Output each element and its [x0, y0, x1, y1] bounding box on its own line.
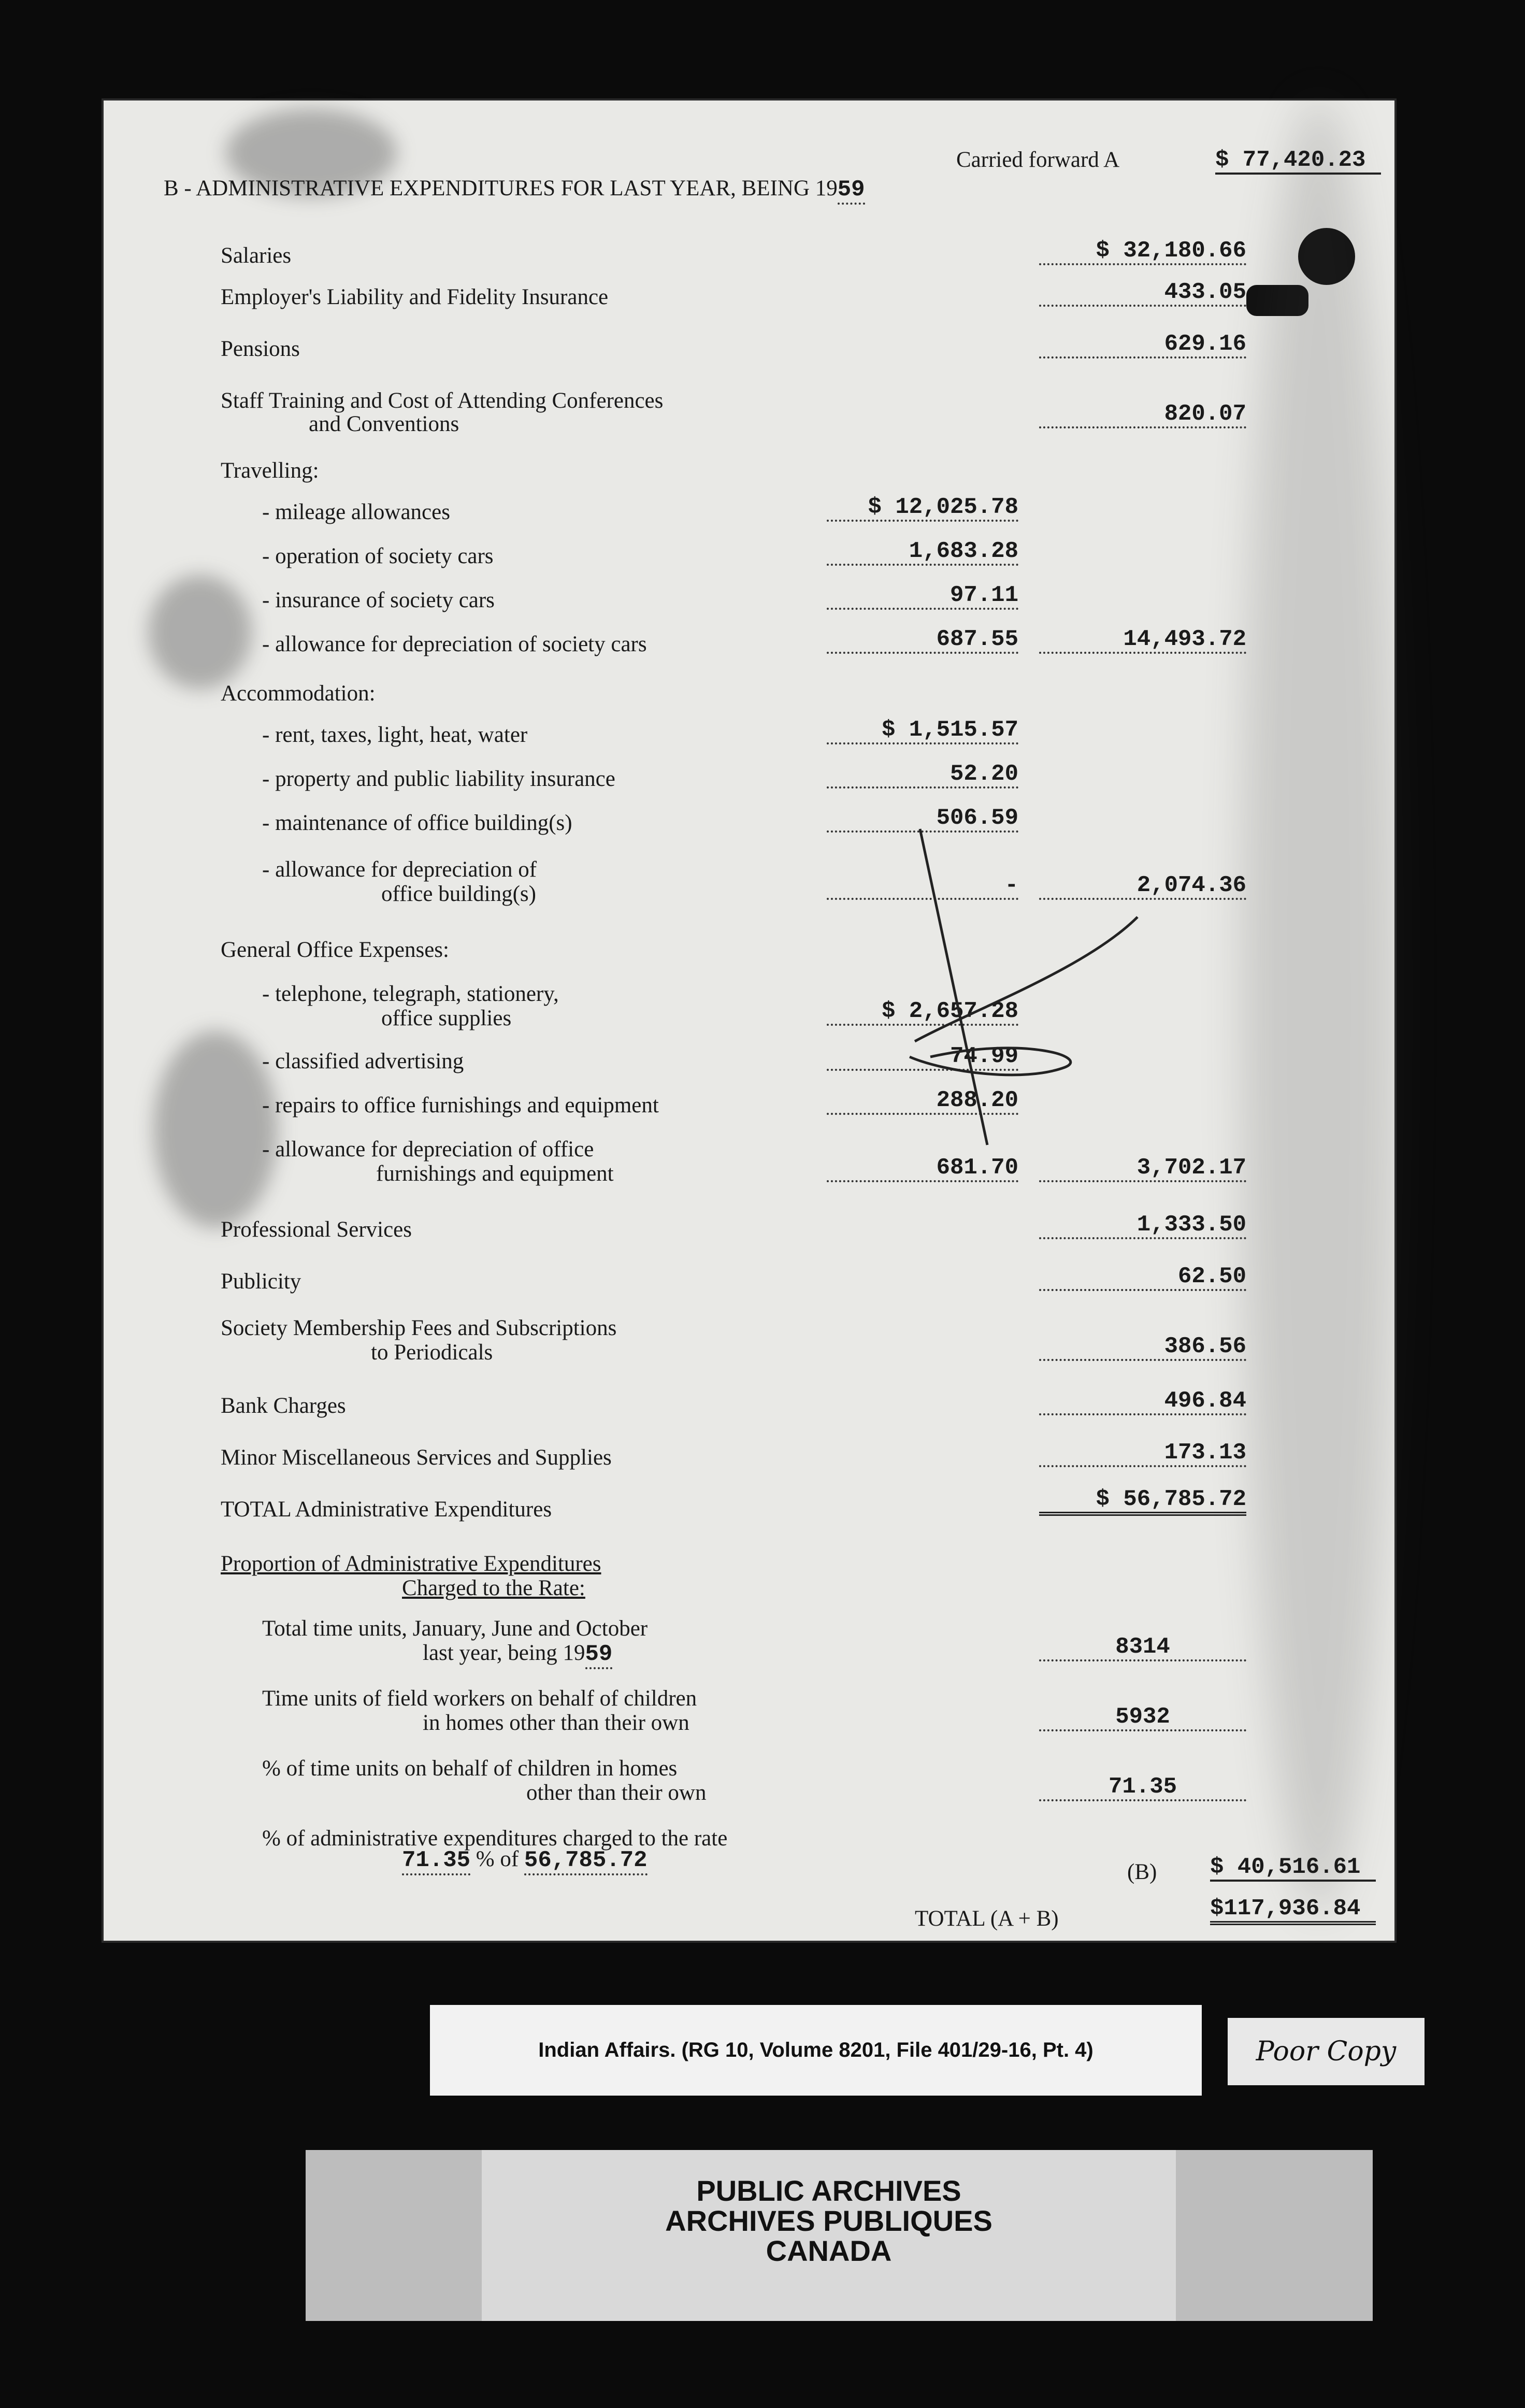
pct-units-value: 71.35	[1039, 1774, 1246, 1801]
accom-maintenance-label: - maintenance of office building(s)	[262, 811, 572, 835]
employers-liability-value: 433.05	[1039, 280, 1246, 307]
general-office-heading: General Office Expenses:	[221, 938, 449, 962]
minor-misc-value: 173.13	[1039, 1440, 1246, 1467]
carried-forward-value: $ 77,420.23	[1215, 148, 1381, 175]
total-units-value: 8314	[1039, 1635, 1246, 1661]
accom-total: 2,074.36	[1039, 873, 1246, 900]
membership-value: 386.56	[1039, 1334, 1246, 1361]
travel-operation-label: - operation of society cars	[262, 544, 494, 568]
bank-charges-label: Bank Charges	[221, 1394, 346, 1418]
charged-base: 56,785.72	[524, 1847, 648, 1875]
archive-stamp-center	[482, 2150, 1176, 2321]
total-units-year: 59	[585, 1641, 613, 1669]
office-repairs-amount: 288.20	[827, 1088, 1018, 1115]
field-units-label-2: in homes other than their own	[423, 1711, 689, 1735]
stamp-line-2: ARCHIVES PUBLIQUES	[665, 2204, 992, 2237]
archive-stamp	[306, 2150, 1373, 2321]
office-classified-amount: 74.99	[827, 1044, 1018, 1071]
poor-copy-note: Poor Copy	[1228, 2018, 1425, 2085]
section-year: 59	[838, 177, 865, 205]
carried-forward-label: Carried forward A	[956, 148, 1120, 172]
handwritten-scribble	[868, 813, 1179, 1176]
total-admin-label: TOTAL Administrative Expenditures	[221, 1497, 552, 1522]
total-admin-value: $ 56,785.72	[1039, 1487, 1246, 1516]
travel-mileage-amount: $ 12,025.78	[827, 495, 1018, 522]
minor-misc-label: Minor Miscellaneous Services and Supplies	[221, 1445, 612, 1470]
section-title: B - ADMINISTRATIVE EXPENDITURES FOR LAST YEAR, BEING 1959	[164, 176, 865, 202]
archive-reference-label: Indian Affairs. (RG 10, Volume 8201, File 401/29-16, Pt. 4)	[430, 2005, 1202, 2096]
field-units-label: Time units of field workers on behalf of children	[262, 1686, 697, 1711]
total-ab-label: TOTAL (A + B)	[915, 1907, 1059, 1931]
staff-training-value: 820.07	[1039, 402, 1246, 428]
publicity-label: Publicity	[221, 1269, 301, 1294]
water-stain	[153, 1031, 278, 1228]
total-units-label-2: last year, being 1959	[423, 1641, 612, 1667]
b-label: (B)	[1127, 1860, 1157, 1884]
total-ab-value: $117,936.84	[1210, 1896, 1376, 1925]
office-classified-label: - classified advertising	[262, 1049, 464, 1073]
office-repairs-label: - repairs to office furnishings and equipment	[262, 1093, 659, 1117]
travel-depreciation-label: - allowance for depreciation of society cars	[262, 632, 647, 656]
office-depreciation-amount: 681.70	[827, 1155, 1018, 1182]
travelling-heading: Travelling:	[221, 458, 319, 483]
b-value: $ 40,516.61	[1210, 1855, 1376, 1882]
charged-label: % of administrative expenditures charged to the rate	[262, 1826, 728, 1851]
travel-operation-amount: 1,683.28	[827, 539, 1018, 566]
accom-insurance-label: - property and public liability insurance	[262, 767, 615, 791]
membership-label: Society Membership Fees and Subscriptions	[221, 1316, 617, 1340]
stamp-line-1: PUBLIC ARCHIVES	[696, 2174, 961, 2207]
pensions-label: Pensions	[221, 337, 300, 361]
travel-depreciation-amount: 687.55	[827, 627, 1018, 654]
pensions-value: 629.16	[1039, 332, 1246, 359]
salaries-value: $ 32,180.66	[1039, 238, 1246, 265]
accom-depreciation-label-2: office building(s)	[381, 882, 536, 906]
accom-depreciation-label: - allowance for depreciation of	[262, 857, 537, 882]
water-stain	[148, 575, 252, 689]
salaries-label: Salaries	[221, 243, 292, 268]
professional-services-label: Professional Services	[221, 1217, 412, 1242]
travel-insurance-label: - insurance of society cars	[262, 588, 495, 612]
publicity-value: 62.50	[1039, 1264, 1246, 1291]
accommodation-heading: Accommodation:	[221, 681, 376, 706]
accom-insurance-amount: 52.20	[827, 762, 1018, 789]
pct-units-label: % of time units on behalf of children in homes	[262, 1756, 678, 1781]
accom-rent-amount: $ 1,515.57	[827, 718, 1018, 744]
pct-units-label-2: other than their own	[526, 1781, 707, 1805]
office-telephone-label-2: office supplies	[381, 1006, 512, 1030]
office-total: 3,702.17	[1039, 1155, 1246, 1182]
bank-charges-value: 496.84	[1039, 1388, 1246, 1415]
office-telephone-amount: $ 2,657.28	[827, 999, 1018, 1026]
accom-rent-label: - rent, taxes, light, heat, water	[262, 723, 528, 747]
professional-services-value: 1,333.50	[1039, 1212, 1246, 1239]
proportion-heading: Proportion of Administrative Expenditures	[221, 1552, 601, 1576]
staff-training-label-2: and Conventions	[309, 412, 459, 436]
shadow-edge	[1241, 98, 1397, 1912]
employers-liability-label: Employer's Liability and Fidelity Insurance	[221, 285, 609, 309]
office-depreciation-label-2: furnishings and equipment	[376, 1162, 614, 1186]
travel-mileage-label: - mileage allowances	[262, 500, 450, 524]
office-telephone-label: - telephone, telegraph, stationery,	[262, 982, 559, 1006]
charged-formula: 71.35 % of 56,785.72	[402, 1847, 648, 1873]
accom-depreciation-amount: -	[827, 873, 1018, 900]
office-depreciation-label: - allowance for depreciation of office	[262, 1137, 594, 1162]
stamp-line-3: CANADA	[766, 2234, 892, 2267]
field-units-value: 5932	[1039, 1704, 1246, 1731]
staff-training-label: Staff Training and Cost of Attending Conferences	[221, 389, 664, 413]
travel-insurance-amount: 97.11	[827, 583, 1018, 610]
charged-pct: 71.35	[402, 1847, 470, 1875]
proportion-subheading: Charged to the Rate:	[402, 1576, 585, 1600]
membership-label-2: to Periodicals	[371, 1340, 493, 1365]
document-page	[102, 98, 1397, 1943]
total-units-label: Total time units, January, June and October	[262, 1616, 648, 1641]
travel-total: 14,493.72	[1039, 627, 1246, 654]
accom-maintenance-amount: 506.59	[827, 806, 1018, 833]
